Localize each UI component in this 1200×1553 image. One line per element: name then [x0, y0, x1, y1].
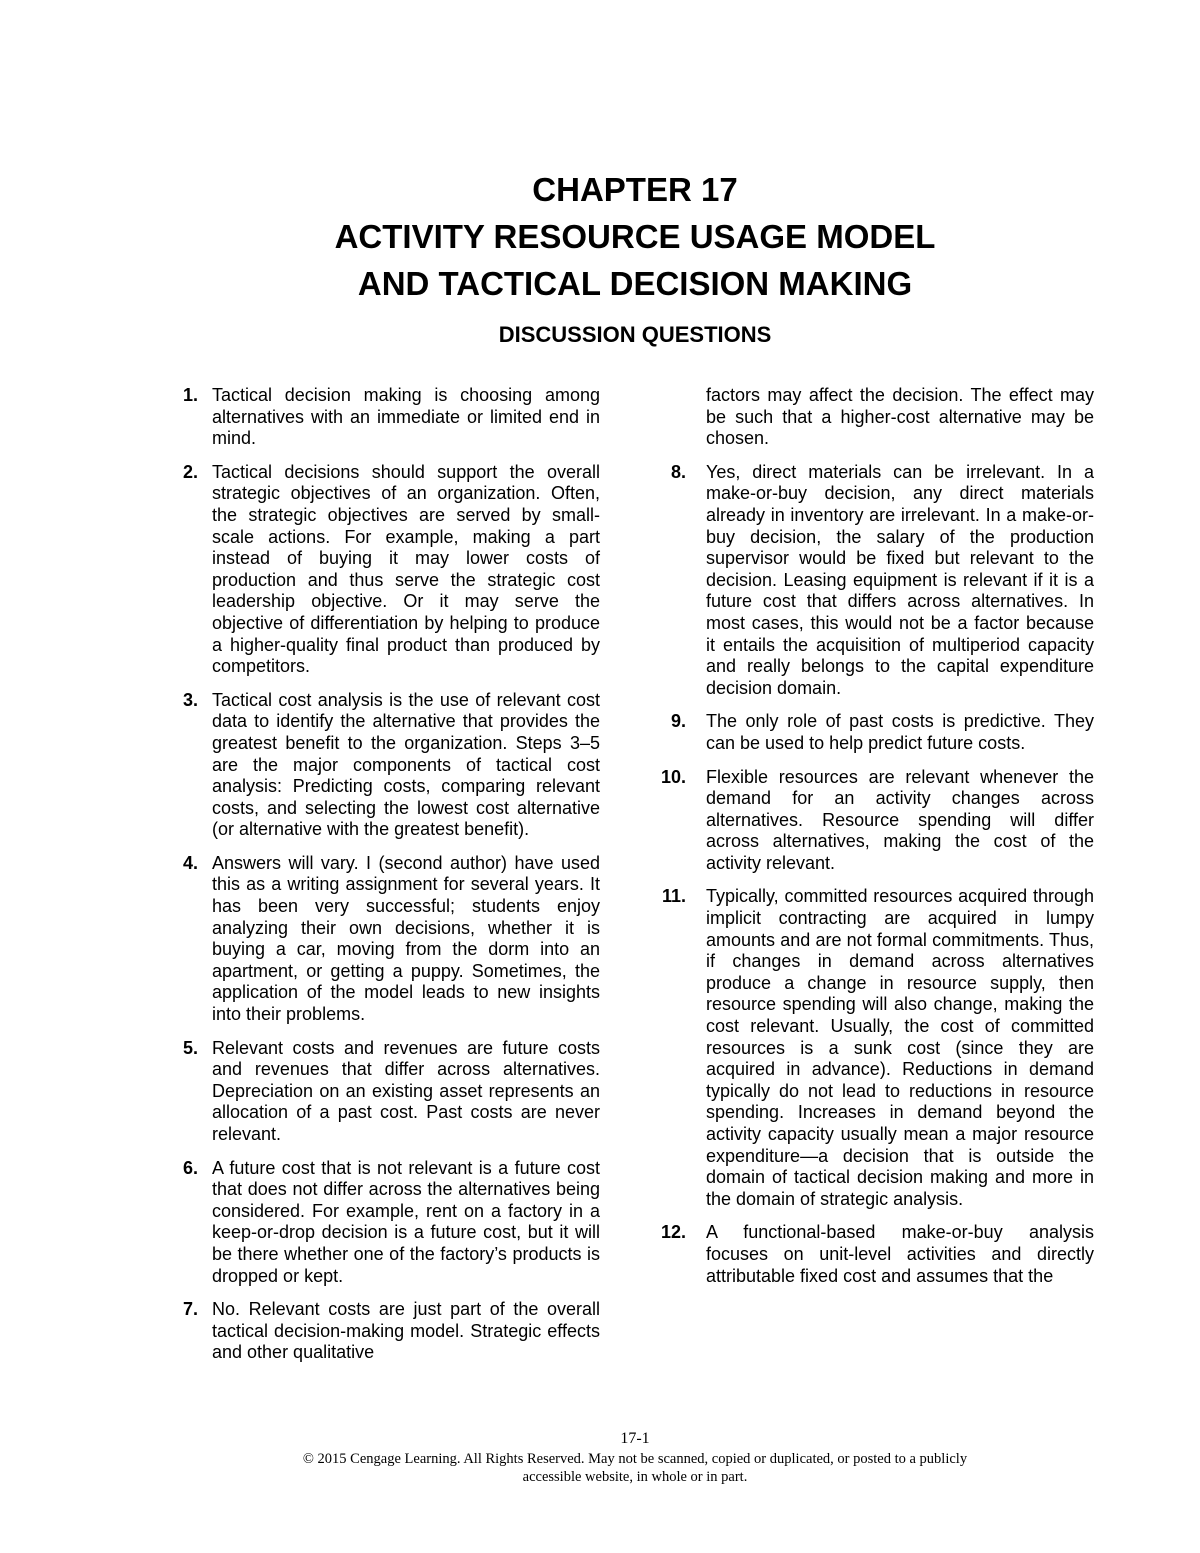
- question-text: Relevant costs and revenues are future costs and revenues that differ across alternatives. Depreciation on an existing asset represents an allocation of a past cost. Past costs are never relevant.: [212, 1037, 600, 1144]
- section-heading: DISCUSSION QUESTIONS: [498, 322, 772, 347]
- question-continuation: factors may affect the decision. The effect may be such that a higher-cost alternative may be chosen.: [706, 385, 1094, 449]
- chapter-number: CHAPTER 17: [532, 171, 738, 208]
- question-number: 9.: [670, 711, 686, 732]
- question-text: Typically, committed resources acquired through implicit contracting are acquired in lumpy amounts and are not formal commitments. Thus, if changes in demand across alternatives produce a change in resource supply, then resource spending will also change, making the cost relevant. Usually, the cost of committed resources is a sunk cost (since they are acquired in advance). Reductions in demand typically do not lead to reductions in resource spending. Increases in demand beyond the activity capacity usually mean a major resource expenditure—a decision that is outside the domain of tactical decision making and more in the domain of strategic analysis.: [706, 886, 1094, 1209]
- question-item: [166, 1038, 600, 1146]
- question-number: 6.: [182, 1157, 198, 1178]
- chapter-title-block: [0, 166, 1200, 307]
- copyright-line-1: © 2015 Cengage Learning. All Rights Reserved. May not be scanned, copied or duplicated, or posted to a publicly: [302, 1451, 968, 1467]
- question-number: 1.: [182, 385, 198, 405]
- question-item: [166, 385, 600, 450]
- question-item: [166, 690, 600, 841]
- question-item: [650, 886, 1094, 1210]
- chapter-title-line-1: ACTIVITY RESOURCE USAGE MODEL: [334, 218, 936, 255]
- right-column: [650, 385, 1094, 1299]
- question-text: Answers will vary. I (second author) have used this as a writing assignment for several years. It has been very successful; students enjoy analyzing their own decisions, whether it is buying a car, moving from the dorm into an apartment, or getting a puppy. Sometimes, the application of the model leads to new insights into their problems.: [212, 852, 600, 1025]
- question-item: [650, 1222, 1094, 1287]
- question-number: 7.: [182, 1299, 198, 1320]
- question-item: [650, 462, 1094, 700]
- question-number: 4.: [182, 852, 198, 873]
- question-text: No. Relevant costs are just part of the overall tactical decision-making model. Strategic effects and other qualitative: [212, 1299, 600, 1363]
- question-text: Flexible resources are relevant whenever the demand for an activity changes across alternatives. Resource spending will differ across alternatives, making the cost of the activity relevant.: [706, 766, 1094, 873]
- question-number: 11.: [661, 886, 686, 907]
- question-text: A functional-based make-or-buy analysis focuses on unit-level activities and directly attributable fixed cost and assumes that the: [706, 1222, 1094, 1286]
- question-text: Tactical cost analysis is the use of relevant cost data to identify the alternative that provides the greatest benefit to the organization. Steps 3–5 are the major components of tactical cost analysis: Predicting costs, comparing relevant costs, and selecting the lowest cost alternative (or alternative with the greatest benefit).: [212, 689, 600, 840]
- question-item: [166, 853, 600, 1026]
- question-item: [650, 767, 1094, 875]
- question-number: 12.: [660, 1222, 686, 1243]
- question-text: Yes, direct materials can be irrelevant. In a make-or-buy decision, any direct materials already in inventory are irrelevant. In a make-or-buy decision, the salary of the production supervisor would be fixed but relevant to the decision. Leasing equipment is relevant if it is a future cost that differs across alternatives. In most cases, this would not be a factor because it entails the acquisition of multiperiod capacity and really belongs to the capital expenditure decision domain.: [706, 461, 1094, 698]
- question-text: Tactical decision making is choosing among alternatives with an immediate or limited end in mind.: [212, 385, 600, 449]
- question-number: 8.: [670, 461, 686, 482]
- page-number: 17-1: [620, 1430, 650, 1447]
- question-item: [166, 462, 600, 678]
- page-footer: [0, 1430, 1200, 1486]
- chapter-title-line-2: AND TACTICAL DECISION MAKING: [357, 265, 913, 302]
- question-text: The only role of past costs is predictive. They can be used to help predict future costs.: [706, 711, 1094, 753]
- question-item: [166, 1158, 600, 1288]
- copyright-line-2: accessible website, in whole or in part.: [522, 1469, 748, 1485]
- question-number: 5.: [182, 1037, 198, 1058]
- question-item: [166, 1299, 600, 1364]
- question-number: 10.: [660, 766, 686, 787]
- question-text: A future cost that is not relevant is a future cost that does not differ across the alternatives being considered. For example, rent on a factory in a keep-or-drop decision is a future cost, but it will be there whether one of the factory’s products is dropped or kept.: [212, 1157, 600, 1286]
- question-number: 2.: [182, 461, 198, 482]
- left-column: [166, 385, 600, 1376]
- question-item: [650, 711, 1094, 754]
- question-text: Tactical decisions should support the overall strategic objectives of an organization. Often, the strategic objectives are served by small-scale actions. For example, making a part instead of buying it may lower costs of production and thus serve the strategic cost leadership objective. Or it may serve the objective of differentiation by helping to produce a higher-quality final product than produced by competitors.: [212, 461, 600, 677]
- question-number: 3.: [182, 689, 198, 710]
